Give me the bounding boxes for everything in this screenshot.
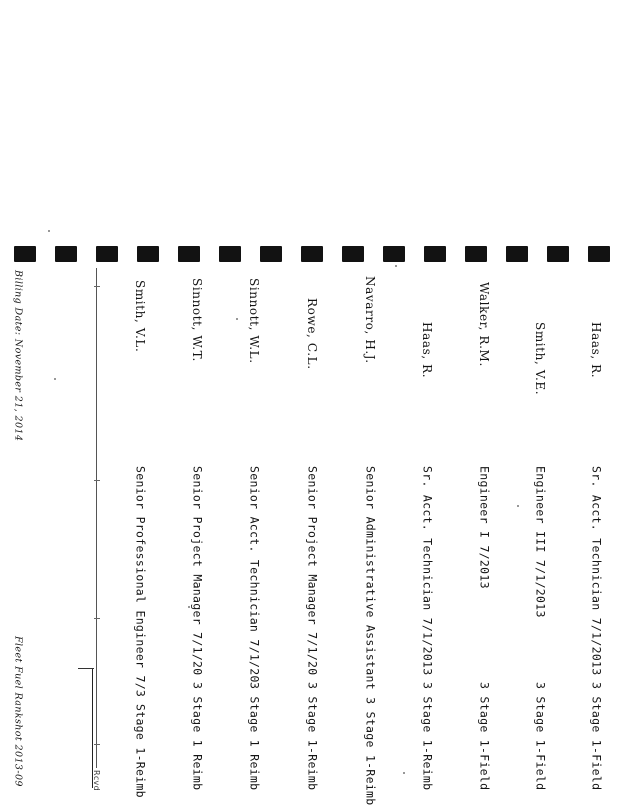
margin-marker-block — [219, 246, 241, 262]
scan-speck — [236, 318, 238, 320]
scan-speck — [54, 378, 56, 380]
edge-mark: Rcvd — [92, 770, 101, 791]
table-rule — [94, 618, 100, 619]
row-stage: 3 Stage 1 Reimb — [190, 682, 205, 791]
row-name: Smith, V.L. — [133, 280, 147, 353]
row-stage: 3 Stage 1 Reimb — [247, 682, 262, 791]
row-stage: Stage 1-Reimb — [133, 704, 148, 798]
row-name: Sinnott, W.L. — [247, 278, 261, 364]
row-name: Smith, V.E. — [533, 322, 547, 396]
row-title-date: Senior Professional Engineer 7/3 — [133, 466, 148, 698]
margin-marker-block — [547, 246, 569, 262]
row-name: Haas, R. — [420, 322, 434, 379]
margin-marker-block — [588, 246, 610, 262]
row-name: Rowe, C.L. — [305, 298, 319, 370]
row-title-date: Engineer III 7/1/2013 — [533, 466, 548, 618]
margin-marker-block — [178, 246, 200, 262]
scan-speck — [188, 606, 190, 608]
margin-marker-block — [260, 246, 282, 262]
row-name: Navarro, H.J. — [363, 276, 377, 364]
row-stage: 3 Stage 1-Field — [589, 682, 604, 791]
row-stage: 3 Stage 1-Field — [533, 682, 548, 791]
row-title-date: Senior Project Manager 7/1/20 — [190, 466, 205, 676]
margin-marker-block — [301, 246, 323, 262]
table-rule — [94, 480, 100, 481]
row-name: Walker, R.M. — [477, 282, 491, 367]
margin-marker-block — [465, 246, 487, 262]
row-title-date: Senior Administrative Assistant 3 Stage 1-Reimb — [363, 466, 378, 806]
row-name: Haas, R. — [589, 322, 603, 379]
report-footer: Fleet Fuel Rankshot 2013-09 — [12, 636, 24, 787]
scan-speck — [517, 505, 519, 507]
margin-marker-block — [506, 246, 528, 262]
scan-speck — [395, 265, 397, 267]
margin-marker-block — [96, 246, 118, 262]
billing-date: Billing Date: November 21, 2014 — [12, 270, 24, 442]
row-stage: 3 Stage 1-Reimb — [420, 682, 435, 791]
scan-speck — [48, 230, 50, 232]
table-rule — [78, 668, 94, 669]
table-rule — [96, 268, 97, 768]
margin-marker-block — [14, 246, 36, 262]
scan-speck — [403, 772, 405, 774]
row-title-date: Sr. Acct. Technician 7/1/2013 — [589, 466, 604, 676]
row-stage: 3 Stage 1-Reimb — [305, 682, 320, 791]
table-rule — [94, 744, 100, 745]
margin-marker-block — [383, 246, 405, 262]
row-title-date: Senior Project Manager 7/1/20 — [305, 466, 320, 676]
row-stage: 3 Stage 1-Field — [477, 682, 492, 791]
margin-marker-block — [55, 246, 77, 262]
margin-marker-block — [137, 246, 159, 262]
row-title-date: Senior Acct. Technician 7/1/20 — [247, 466, 262, 683]
table-rule — [94, 286, 100, 287]
margin-marker-block — [424, 246, 446, 262]
row-name: Sinnott, W.T. — [190, 278, 204, 362]
row-title-date: Engineer I 7/2013 — [477, 466, 492, 589]
row-title-date: Sr. Acct. Technician 7/1/2013 — [420, 466, 435, 676]
margin-marker-block — [342, 246, 364, 262]
